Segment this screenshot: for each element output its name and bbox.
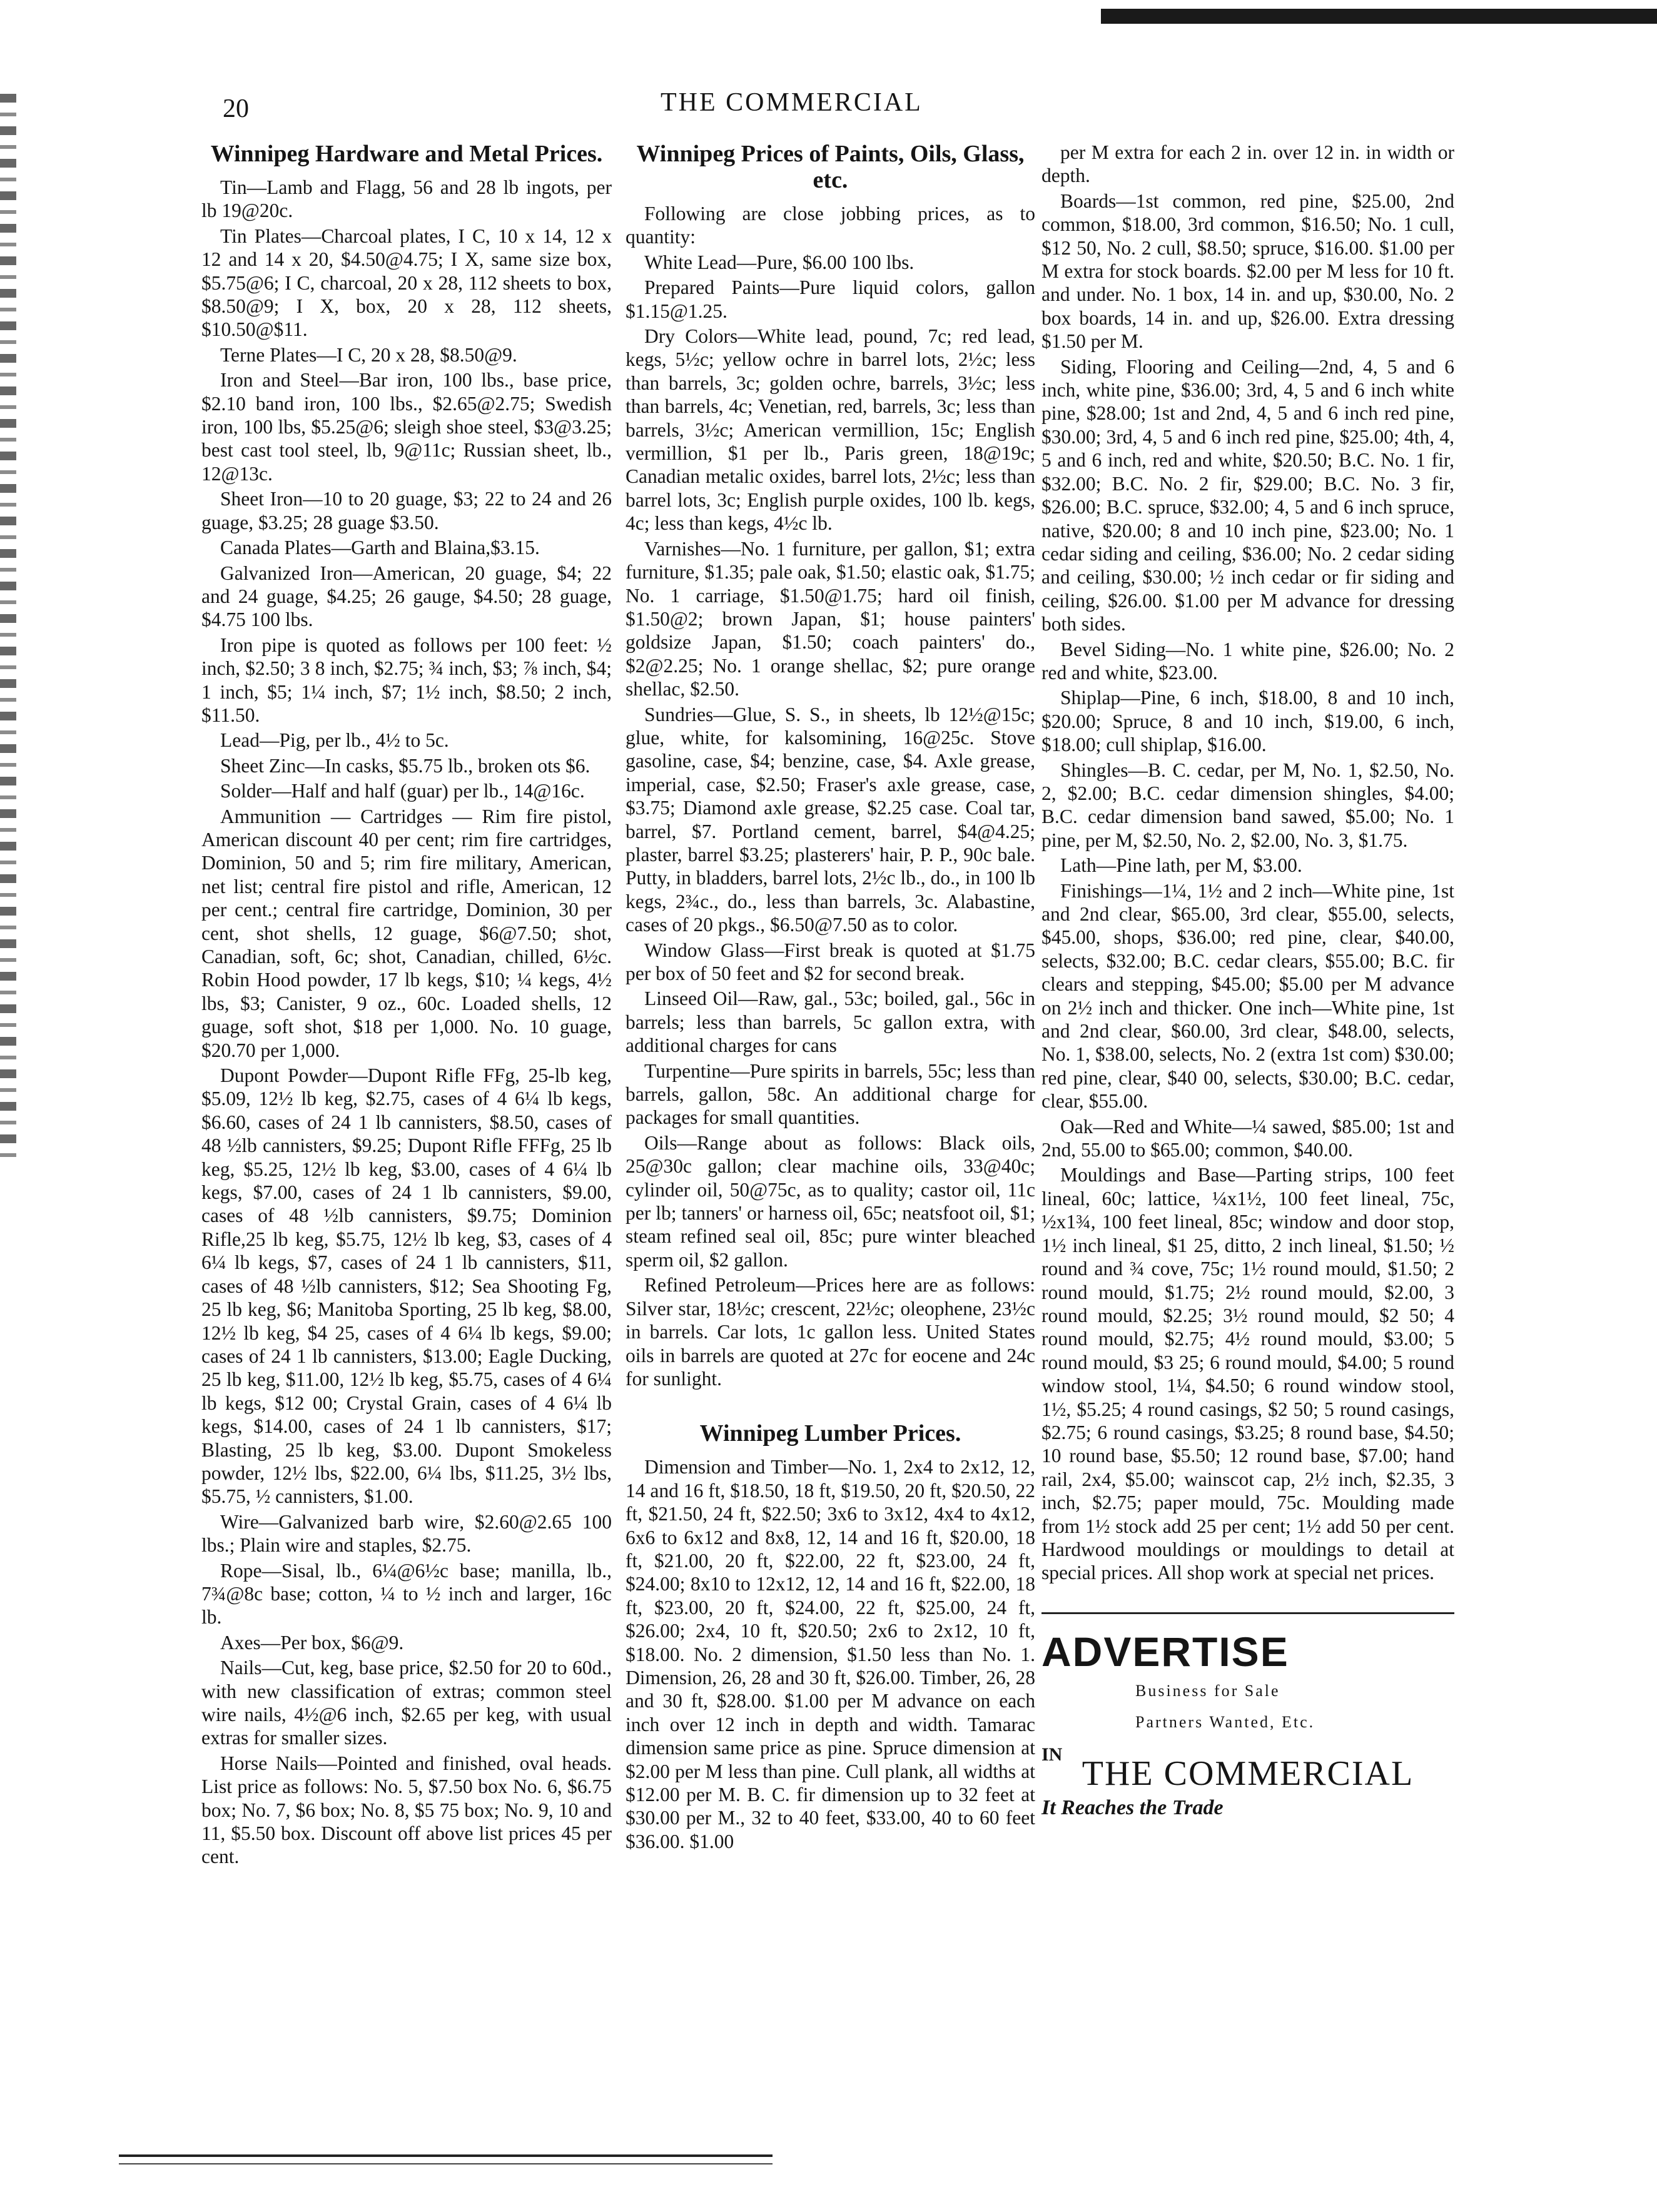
price-paragraph: Sheet Zinc—In casks, $5.75 lb., broken ots $6.	[220, 754, 590, 777]
price-paragraph: Finishings—1¼, 1½ and 2 inch—White pine, 1st and 2nd clear, $65.00, 3rd clear, $55.00, selects, $45.00, shops, $36.00; red pine, clear, $40.00, selects, $32.00; B.C. cedar clears, $55.00; B.C. fir clears and stepping, $45.00; $5.00 per M advance on 2½ inch and thicker. One inch—White pine, 1st and 2nd clear, $60.00, 3rd clear, $48.00, selects, No. 1, $38.00, selects, No. 2 (extra 1st com) $30.00; red pine, clear, $40 00, selects, $30.00; B.C. cedar, clear, $55.00.	[1041, 879, 1454, 1113]
price-paragraph: Dimension and Timber—No. 1, 2x4 to 2x12, 12, 14 and 16 ft, $18.50, 18 ft, $19.50, 20 ft, $20.50, 22 ft, $21.50, 24 ft, $22.50; 3x6 to 3x12, 4x4 to 4x12, 6x6 to 6x12 and 8x8, 12, 14 and 16 ft, $20.00, 18 ft, $21.00, 20 ft, $22.00, 22 ft, $23.00, 24 ft, $24.00; 8x10 to 12x12, 12, 14 and 16 ft, $22.00, 18 ft, $23.00, 20 ft, $24.00, 22 ft, $25.00, 24 ft, $26.00; 2x4, 10 ft, $20.50; 2x6 to 2x12, 10 ft, $18.00. No. 2 dimension, $1.50 less than No. 1. Dimension, 26, 28 and 30 ft, $26.00. Timber, 26, 28 and 30 ft, $28.00. $1.00 per M advance on each inch over 12 inch in depth and width. Tamarac dimension same price as pine. Spruce dimension at $2.00 per M less than pine. Cull plank, all widths at $12.00 per M. B. C. fir dimension up to 32 feet at $30.00 per M., 32 to 40 feet, $33.00, 40 to 60 feet $36.00. $1.00	[626, 1456, 1035, 1852]
price-paragraph: Solder—Half and half (guar) per lb., 14@16c.	[220, 780, 585, 802]
advert-line-partners: Partners Wanted, Etc.	[1135, 1712, 1315, 1731]
price-paragraph: Iron pipe is quoted as follows per 100 feet: ½ inch, $2.50; 3 8 inch, $2.75; ¾ inch, $3; ⅞ inch, $4; 1 inch, $5; 1¼ inch, $7; 1½ inch, $8.50; 2 inch, $11.50.	[201, 634, 612, 726]
price-paragraph: per M extra for each 2 in. over 12 in. in width or depth.	[1041, 141, 1454, 187]
price-paragraph: Prepared Paints—Pure liquid colors, gallon $1.15@1.25.	[626, 276, 1035, 322]
price-paragraph: Refined Petroleum—Prices here are as follows: Silver star, 18½c; crescent, 22½c; oleophene, 23½c in barrels. Car lots, 1c gallon less. United States oils in barrels are quoted at 27c for eocene and 24c for sunlight.	[626, 1274, 1035, 1390]
price-paragraph: Linseed Oil—Raw, gal., 53c; boiled, gal., 56c in barrels; less than barrels, 5c gallon extra, with additional charges for cans	[626, 987, 1035, 1057]
price-paragraph: Mouldings and Base—Parting strips, 100 feet lineal, 60c; lattice, ¼x1½, 100 feet lineal, 75c, ½x1¾, 100 feet lineal, 85c; window and door stop, 1½ inch lineal, $1 25, ditto, 2 inch lineal, $1.50; ½ round and ¾ cove, 75c; 1½ round mould, $1.50; 2 round mould, $1.75; 2½ round mould, $2.00, 3 round mould, $2.25; 3½ round mould, $2 50; 4 round mould, $2.75; 4½ round mould, $3.00; 5 round mould, $3 25; 6 round mould, $4.00; 5 round window stool, 1¼, $4.50; 6 round window stool, 1½, $5.25; 4 round casings, $2 50; 5 round casings, $2.75; 6 round casings, $3.25; 8 round base, $4.50; 10 round base, $5.50; 12 round base, $7.00; hand rail, 2x4, $5.00; wainscot cap, 2½ inch, $2.35, 3 inch, $2.75; paper mould, 75c. Moulding made from 1½ stock add 25 per cent; 1½ add 50 per cent. Hardwood mouldings or mouldings to detail at special prices. All shop work at special net prices.	[1041, 1164, 1454, 1584]
price-paragraph: Turpentine—Pure spirits in barrels, 55c; less than barrels, gallon, 58c. An additional charge for packages for small quantities.	[626, 1059, 1035, 1129]
price-paragraph: Bevel Siding—No. 1 white pine, $26.00; No. 2 red and white, $23.00.	[1041, 638, 1454, 684]
bottom-border-rule	[119, 2154, 773, 2164]
price-paragraph: Dupont Powder—Dupont Rifle FFg, 25-lb keg, $5.09, 12½ lb keg, $2.75, cases of 4 6¼ lb kegs, $6.60, cases of 24 1 lb cannisters, $8.50, cases of 48 ½lb cannisters, $9.25; Dupont Rifle FFFg, 25 lb keg, $5.25, 12½ lb keg, $3.00, cases of 4 6¼ lb kegs, $7.00, cases of 24 1 lb cannisters, $9.00, cases of 48 ½lb cannisters, $9.75; Dominion Rifle,25 lb keg, $5.75, 12½ lb keg, $3, cases of 4 6¼ lb kegs, $7, cases of 24 1 lb cannisters, $11, cases of 48 ½lb cannisters, $12; Sea Shooting Fg, 25 lb keg, $6; Manitoba Sporting, 25 lb keg, $8.00, 12½ lb keg, $4 25, cases of 4 6¼ lb kegs, $9.00; cases of 24 1 lb cannisters, $13.00; Eagle Ducking, 25 lb keg, $11.00, 12½ lb keg, $5.75, cases of 4 6¼ lb kegs, $12 00; Crystal Grain, cases of 4 6¼ lb kegs, $14.00, cases of 24 1 lb cannisters, $17; Blasting, 25 lb keg, $3.00. Dupont Smokeless powder, 12½ lbs, $22.00, 6¼ lbs, $11.25, 3½ lbs, $5.75, ½ cannisters, $1.00.	[201, 1064, 612, 1508]
price-paragraph: Galvanized Iron—American, 20 guage, $4; 22 and 24 guage, $4.25; 26 gauge, $4.50; 28 guage, $4.75 100 lbs.	[201, 562, 612, 631]
column-lumber-continued	[1041, 141, 1454, 1822]
advert-tagline: It Reaches the Trade	[1041, 1796, 1224, 1820]
column-hardware-prices	[201, 141, 612, 1871]
price-paragraph: Lead—Pig, per lb., 4½ to 5c.	[220, 729, 449, 752]
section-title-lumber: Winnipeg Lumber Prices.	[699, 1420, 961, 1447]
price-paragraph: Oils—Range about as follows: Black oils, 25@30c gallon; clear machine oils, 33@40c; cylinder oil, 50@75c, as to quality; castor oil, 11c per lb; tanners' or harness oil, 65c; neatsfoot oil, $1; steam refined seal oil, 85c; pure winter bleached sperm oil, $2 gallon.	[626, 1131, 1035, 1271]
advertisement-box	[1041, 1612, 1454, 1822]
price-paragraph: Ammunition — Cartridges — Rim fire pistol, American discount 40 per cent; rim fire cartridges, Dominion, 50 and 5; rim fire military, American, net list; central fire pistol and rifle, American, 12 per cent.; central fire cartridge, Dominion, 30 per cent, shot shells, 12 guage, $6@7.50; shot, Canadian, soft, 6c; shot, Canadian, chilled, 6½c. Robin Hood powder, 17 lb kegs, $10; ¼ kegs, 4½ lbs, $3; Canister, 9 oz., 60c. Loaded shells, 12 guage, soft shot, $18 per 1,000. No. 10 guage, $20.70 per 1,000.	[201, 805, 612, 1061]
lumber-price-list-continued	[1041, 141, 1454, 1585]
price-paragraph: Varnishes—No. 1 furniture, per gallon, $1; extra furniture, $1.35; pale oak, $1.50; elastic oak, $1.75; No. 1 carriage, $1.50@1.75; hard oil finish, $1.50@2; brown Japan, $1; house painters' goldsize Japan, $1.50; coach painters' do., $2@2.25; No. 1 orange shellac, $2; pure orange shellac, $2.50.	[626, 537, 1035, 700]
top-border-rule	[1101, 9, 1657, 24]
price-paragraph: Tin—Lamb and Flagg, 56 and 28 lb ingots, per lb 19@20c.	[201, 176, 612, 222]
page-number: 20	[223, 94, 249, 123]
price-paragraph: Iron and Steel—Bar iron, 100 lbs., base price, $2.10 band iron, 100 lbs., $2.65@2.75; Swedish iron, 100 lbs, $5.25@6; sleigh shoe steel, $3@3.25; best cast tool steel, lb, 9@11c; Russian sheet, lb., 12@13c.	[201, 369, 612, 485]
price-paragraph: Axes—Per box, $6@9.	[220, 1631, 404, 1654]
price-paragraph: Shiplap—Pine, 6 inch, $18.00, 8 and 10 inch, $20.00; Spruce, 8 and 10 inch, $19.00, 6 inch, $18.00; cull shiplap, $16.00.	[1041, 687, 1454, 756]
scan-edge-artifact	[0, 94, 16, 1157]
advert-line-business: Business for Sale	[1135, 1681, 1280, 1700]
price-paragraph: Window Glass—First break is quoted at $1.75 per box of 50 feet and $2 for second break.	[626, 939, 1035, 984]
advert-in-word: IN	[1041, 1744, 1063, 1765]
section-title-hardware: Winnipeg Hardware and Metal Prices.	[210, 141, 603, 167]
price-paragraph: Shingles—B. C. cedar, per M, No. 1, $2.50, No. 2, $2.00; B.C. cedar dimension shingles, $4.00; B.C. cedar dimension band sawed, $5.00; No. 1 pine, per M, $2.50, No. 2, $2.00, No. 3, $1.75.	[1041, 759, 1454, 851]
price-paragraph: Siding, Flooring and Ceiling—2nd, 4, 5 and 6 inch, white pine, $36.00; 3rd, 4, 5 and 6 inch white pine, $28.00; 1st and 2nd, 4, 5 and 6 inch red pine, $30.00; 3rd, 4, 5 and 6 inch red pine, $25.00; 4th, 4, 5 and 6 inch, red and white, $20.50; B.C. No. 1 fir, $32.00; B.C. No. 2 fir, $29.00; B.C. No. 3 fir, $26.00; B.C. spruce, $32.00; 4, 5 and 6 inch spruce, native, $20.00; 8 and 10 inch pine, $23.00; No. 1 cedar siding and ceiling, $36.00; No. 2 cedar siding and ceiling, $30.00; ½ inch cedar or fir siding and ceiling, $26.00. $1.00 per M advance for dressing both sides.	[1041, 355, 1454, 635]
paints-price-list	[626, 202, 1035, 1390]
section-title-paints: Winnipeg Prices of Paints, Oils, Glass, etc.	[636, 141, 1025, 193]
advert-headline: ADVERTISE	[1041, 1628, 1289, 1675]
column-paints-and-lumber	[626, 141, 1035, 1855]
price-paragraph: Canada Plates—Garth and Blaina,$3.15.	[220, 537, 540, 559]
price-paragraph: Tin Plates—Charcoal plates, I C, 10 x 14, 12 x 12 and 14 x 20, $4.50@4.75; I X, same size box, $5.75@6; I C, charcoal, 20 x 28, 112 sheets to box, $8.50@9; I X, box, 20 x 28, 112 sheets, $10.50@$11.	[201, 225, 612, 341]
price-paragraph: Rope—Sisal, lb., 6¼@6½c base; manilla, lb., 7¾@8c base; cotton, ¼ to ½ inch and larger, 16c lb.	[201, 1559, 612, 1629]
price-paragraph: White Lead—Pure, $6.00 100 lbs.	[644, 251, 915, 273]
price-paragraph: Lath—Pine lath, per M, $3.00.	[1060, 854, 1302, 877]
running-title: THE COMMERCIAL	[661, 88, 923, 117]
price-paragraph: Sundries—Glue, S. S., in sheets, lb 12½@15c; glue, white, for kalsomining, 16@25c. Stove gasoline, case, $4; benzine, case, $4. Axle grease, imperial, case, $2.50; Fraser's axle grease, case, $3.75; Diamond axle grease, $2.25 case. Coal tar, barrel, $7. Portland cement, barrel, $4@4.25; plaster, barrel $3.25; plasterers' hair, P. P., 90c bale. Putty, in bladders, barrel lots, 2½c lb., do., in 100 lb kegs, 2¾c., do., less than barrels, 3c. Alabastine, cases of 20 pkgs., $6.50@7.50 as to color.	[626, 703, 1035, 936]
price-paragraph: Terne Plates—I C, 20 x 28, $8.50@9.	[220, 343, 517, 366]
lumber-price-list	[626, 1455, 1035, 1853]
price-paragraph: Sheet Iron—10 to 20 guage, $3; 22 to 24 and 26 guage, $3.25; 28 guage $3.50.	[201, 488, 612, 533]
price-paragraph: Horse Nails—Pointed and finished, oval heads. List price as follows: No. 5, $7.50 box No. 6, $6.75 box; No. 7, $6 box; No. 8, $5 75 box; No. 9, 10 and 11, $5.50 box. Discount off above list prices 45 per cent.	[201, 1752, 612, 1868]
price-paragraph: Boards—1st common, red pine, $25.00, 2nd common, $18.00, 3rd common, $16.50; No. 1 cull, $12 50, No. 2 cull, $8.50; spruce, $16.00. $1.00 per M extra for stock boards. $2.00 per M less for 10 ft. and under. No. 1 box, 14 in. and up, $30.00, No. 2 box boards, 14 in. and up, $26.00. Extra dressing $1.50 per M.	[1041, 189, 1454, 353]
hardware-price-list	[201, 176, 612, 1869]
price-paragraph: Following are close jobbing prices, as to quantity:	[626, 203, 1035, 248]
advert-publication-name: THE COMMERCIAL	[1082, 1754, 1414, 1794]
price-paragraph: Dry Colors—White lead, pound, 7c; red lead, kegs, 5½c; yellow ochre in barrel lots, 2½c; less than barrels, 3c; golden ochre, barrels, 3½c; less than barrels, 4c; Venetian, red, barrels, 3c; less than barrels, 3½c; American vermillion, 15c; English vermillion, $1 per lb., Paris green, 18@19c; Canadian metalic oxides, barrel lots, 2½c; less than barrel lots, 3c; English purple oxides, 100 lb. kegs, 4c; less than kegs, 4½c lb.	[626, 325, 1035, 535]
price-paragraph: Nails—Cut, keg, base price, $2.50 for 20 to 60d., with new classification of extras; common steel wire nails, 4½@6 inch, $2.65 per keg, with usual extras for smaller sizes.	[201, 1657, 612, 1749]
price-paragraph: Oak—Red and White—¼ sawed, $85.00; 1st and 2nd, 55.00 to $65.00; common, $40.00.	[1041, 1115, 1454, 1161]
price-paragraph: Wire—Galvanized barb wire, $2.60@2.65 100 lbs.; Plain wire and staples, $2.75.	[201, 1510, 612, 1557]
